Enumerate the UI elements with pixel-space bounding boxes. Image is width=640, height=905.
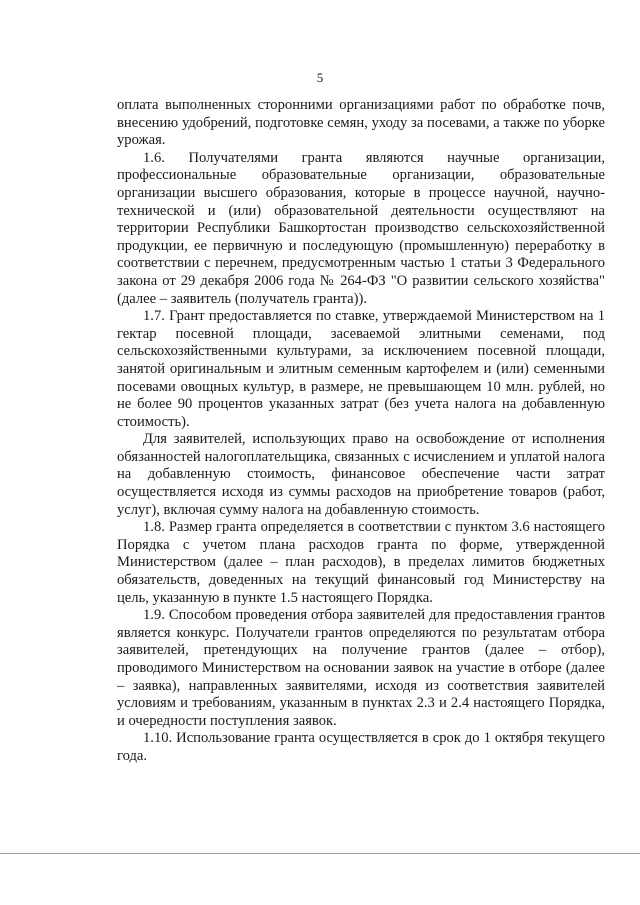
paragraph-1-8: 1.8. Размер гранта определяется в соответствии с пунктом 3.6 настоящего Порядка с учетом плана расходов гранта по форме, утвержденной Министерством (далее – план расходов), в пределах лимитов бюджетных обязательств, доведенных на текущий финансовый год Министерству на цель, указанную в пункте 1.5 настоящего Порядка.	[117, 519, 605, 606]
paragraph-1-10: 1.10. Использование гранта осуществляется в срок до 1 октября текущего года.	[117, 730, 605, 764]
document-body	[117, 97, 605, 766]
paragraph-vat-exemption: Для заявителей, использующих право на освобождение от исполнения обязанностей налогоплательщика, связанных с исчислением и уплатой налога на добавленную стоимость, финансовое обеспечение части затрат осуществляется исходя из суммы расходов на приобретение товаров (работ, услуг), включая сумму налога на добавленную стоимость.	[117, 431, 605, 518]
paragraph-1-9: 1.9. Способом проведения отбора заявителей для предоставления грантов является конкурс. Получатели грантов определяются по результатам отбора заявителей, претендующих на получение грантов (далее – отбор), проводимого Министерством на основании заявок на участие в отборе (далее – заявка), направленных заявителями, исходя из соответствия заявителей условиям и требованиям, указанным в пунктах 2.3 и 2.4 настоящего Порядка, и очередности поступления заявок.	[117, 607, 605, 729]
paragraph-1-7: 1.7. Грант предоставляется по ставке, утверждаемой Министерством на 1 гектар посевной площади, засеваемой элитными семенами, под сельскохозяйственными культурами, за исключением посевной площади, занятой оригинальным и элитным семенным картофелем и (или) семенными посевами овощных культур, в размере, не превышающем 10 млн. рублей, но не более 90 процентов указанных затрат (без учета налога на добавленную стоимость).	[117, 308, 605, 430]
page-bottom-rule	[0, 853, 640, 854]
page-number: 5	[316, 70, 324, 85]
paragraph-continuation: оплата выполненных сторонними организациями работ по обработке почв, внесению удобрений, подготовке семян, уходу за посевами, а также по уборке урожая.	[117, 97, 605, 149]
paragraph-1-6: 1.6. Получателями гранта являются научные организации, профессиональные образовательные организации, образовательные организации высшего образования, которые в процессе научной, научно-технической и (или) образовательной деятельности осуществляют на территории Республики Башкортостан производство сельскохозяйственной продукции, ее первичную и последующую (промышленную) переработку в соответствии с перечнем, предусмотренным частью 1 статьи 3 Федерального закона от 29 декабря 2006 года № 264-ФЗ "О развитии сельского хозяйства" (далее – заявитель (получатель гранта)).	[117, 149, 605, 307]
